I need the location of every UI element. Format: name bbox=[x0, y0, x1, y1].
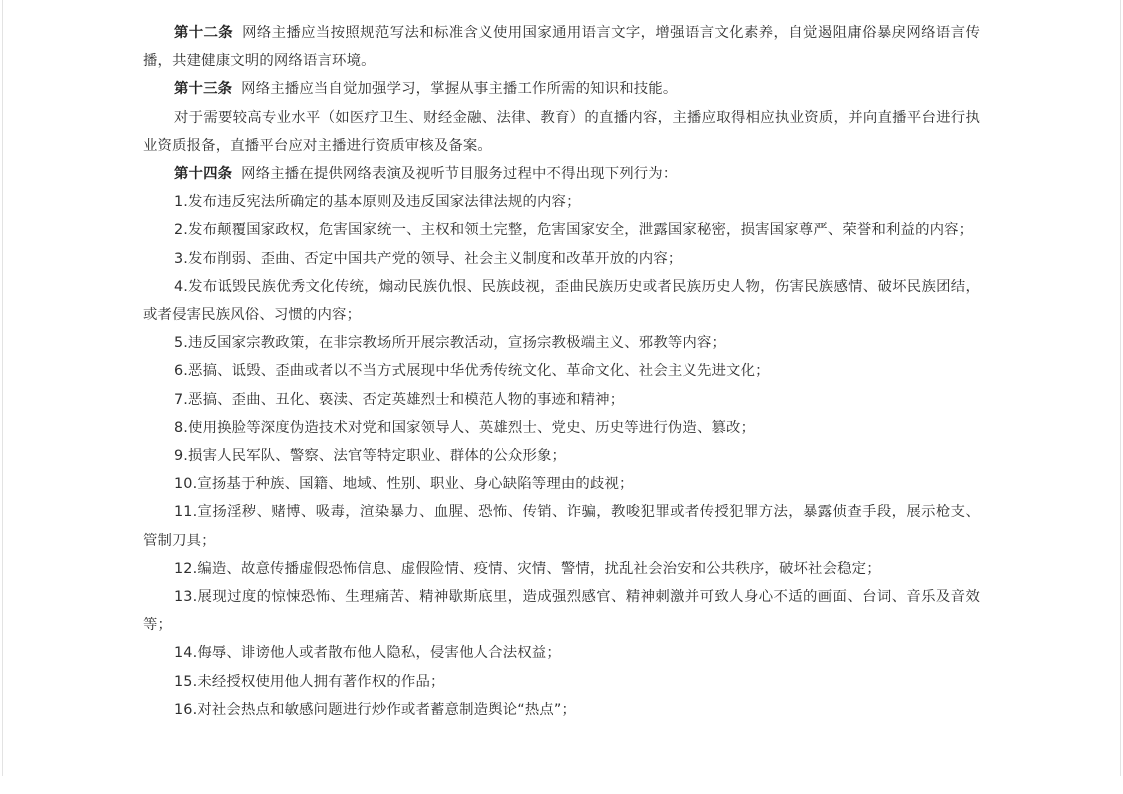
list-item bbox=[143, 329, 980, 357]
list-item bbox=[143, 414, 980, 442]
paragraph-text: 网络主播在提供网络表演及视听节目服务过程中不得出现下列行为： bbox=[241, 166, 678, 183]
paragraph bbox=[143, 104, 980, 160]
document-body bbox=[143, 19, 980, 724]
list-item-text: 14.侮辱、诽谤他人或者散布他人隐私，侵害他人合法权益； bbox=[174, 645, 561, 662]
list-item-text: 1.发布违反宪法所确定的基本原则及违反国家法律法规的内容； bbox=[174, 194, 581, 211]
paragraph-text: 对于需要较高专业水平（如医疗卫生、财经金融、法律、教育）的直播内容，主播应取得相应执业资质，并向直播平台进行执业资质报备，直播平台应对主播进行资质审核及备案。 bbox=[143, 109, 980, 154]
list-item bbox=[143, 583, 980, 639]
list-item bbox=[143, 273, 980, 329]
list-item-text: 16.对社会热点和敏感问题进行炒作或者蓄意制造舆论“热点”； bbox=[174, 701, 577, 718]
list-item-text: 12.编造、故意传播虚假恐怖信息、虚假险情、疫情、灾情、警情，扰乱社会治安和公共秩序，破坏社会稳定； bbox=[174, 560, 881, 577]
article-paragraph bbox=[143, 160, 980, 188]
list-item-text: 6.恶搞、诋毁、歪曲或者以不当方式展现中华优秀传统文化、革命文化、社会主义先进文化； bbox=[174, 363, 770, 380]
list-item-text: 8.使用换脸等深度伪造技术对党和国家领导人、英雄烈士、党史、历史等进行伪造、篡改； bbox=[174, 419, 756, 436]
list-item-text: 9.损害人民军队、警察、法官等特定职业、群体的公众形象； bbox=[174, 448, 567, 465]
list-item bbox=[143, 470, 980, 498]
article-label: 第十三条 bbox=[174, 81, 233, 98]
list-item-text: 10.宣扬基于种族、国籍、地域、性别、职业、身心缺陷等理由的歧视； bbox=[174, 476, 634, 493]
list-item bbox=[143, 442, 980, 470]
list-item bbox=[143, 696, 980, 724]
article-paragraph bbox=[143, 75, 980, 103]
list-item-text: 13.展现过度的惊悚恐怖、生理痛苦、精神歇斯底里，造成强烈感官、精神刺激并可致人身心不适的画面、台词、音乐及音效等； bbox=[143, 589, 980, 634]
list-item bbox=[143, 216, 980, 244]
list-item bbox=[143, 357, 980, 385]
list-item-text: 4.发布诋毁民族优秀文化传统，煽动民族仇恨、民族歧视，歪曲民族历史或者民族历史人物，伤害民族感情、破坏民族团结，或者侵害民族风俗、习惯的内容； bbox=[143, 278, 980, 324]
list-item bbox=[143, 245, 980, 273]
article-label: 第十四条 bbox=[174, 166, 233, 183]
article-label: 第十二条 bbox=[174, 25, 234, 41]
list-item-text: 3.发布削弱、歪曲、否定中国共产党的领导、社会主义制度和改革开放的内容； bbox=[174, 250, 683, 267]
list-item bbox=[143, 386, 980, 414]
list-item bbox=[143, 668, 980, 696]
paragraph-text: 网络主播应当按照规范写法和标准含义使用国家通用语言文字，增强语言文化素养，自觉遏阻庸俗暴戾网络语言传播，共建健康文明的网络语言环境。 bbox=[143, 25, 980, 70]
list-item bbox=[143, 188, 980, 216]
list-item bbox=[143, 555, 980, 583]
list-item bbox=[143, 498, 980, 554]
list-item-text: 5.违反国家宗教政策，在非宗教场所开展宗教活动，宣扬宗教极端主义、邪教等内容； bbox=[174, 335, 727, 352]
list-item-text: 2.发布颠覆国家政权，危害国家统一、主权和领土完整，危害国家安全，泄露国家秘密，损害国家尊严、荣誉和利益的内容； bbox=[174, 222, 974, 239]
list-item-text: 11.宣扬淫秽、赌博、吸毒，渲染暴力、血腥、恐怖、传销、诈骗，教唆犯罪或者传授犯罪方法，暴露侦查手段，展示枪支、管制刀具； bbox=[143, 504, 980, 549]
list-item bbox=[143, 639, 980, 667]
list-item-text: 7.恶搞、歪曲、丑化、亵渎、否定英雄烈士和模范人物的事迹和精神； bbox=[174, 391, 625, 408]
list-item-text: 15.未经授权使用他人拥有著作权的作品； bbox=[174, 673, 445, 690]
article-paragraph bbox=[143, 19, 980, 75]
paragraph-text: 网络主播应当自觉加强学习，掌握从事主播工作所需的知识和技能。 bbox=[241, 81, 678, 98]
